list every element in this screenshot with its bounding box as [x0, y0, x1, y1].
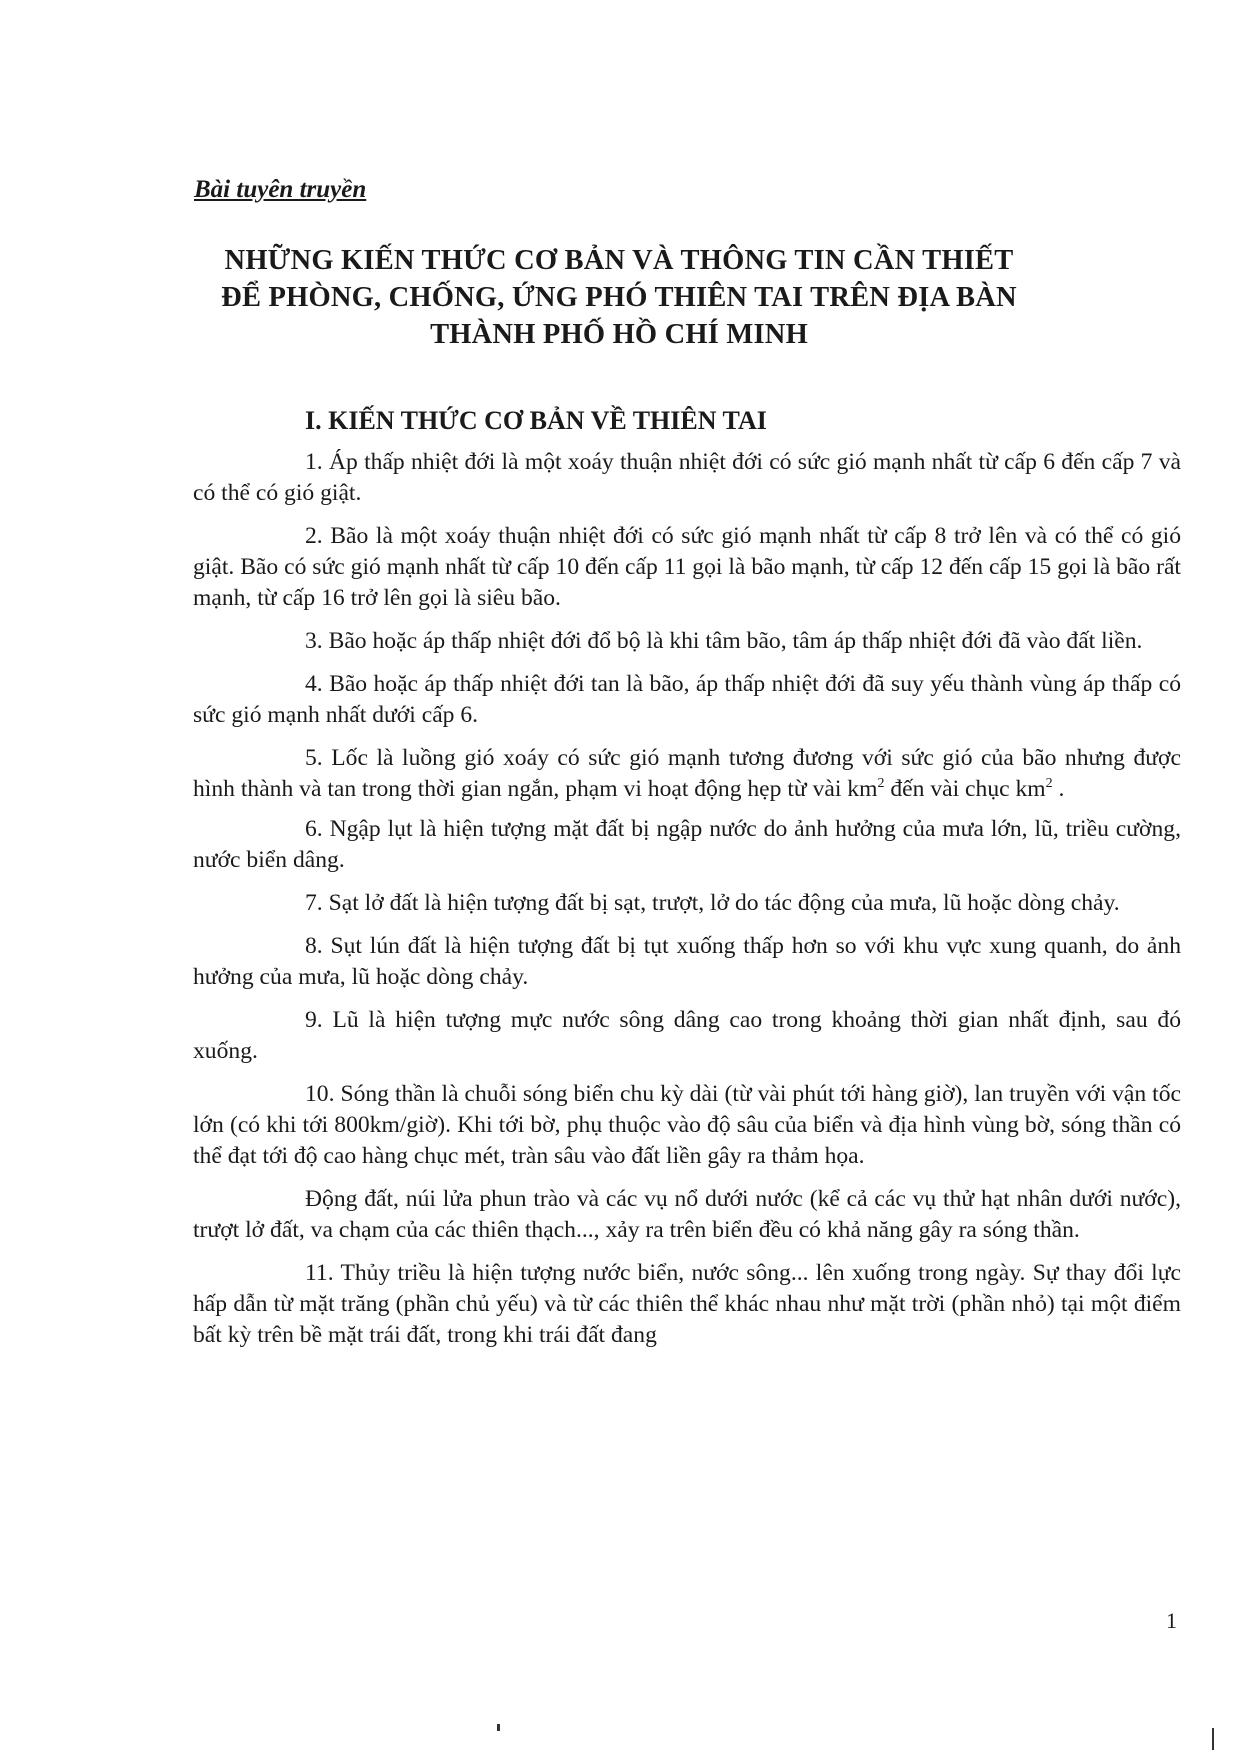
- title-line: THÀNH PHỐ HỒ CHÍ MINH: [430, 319, 808, 350]
- document-kicker: Bài tuyên truyền: [194, 176, 367, 203]
- paragraph-5-text: đến vài chục km: [884, 776, 1046, 802]
- paragraph-4: 4. Bão hoặc áp thấp nhiệt đới tan là bão, áp thấp nhiệt đới đã suy yếu thành vùng áp thấp có sức gió mạnh nhất dưới cấp 6.: [193, 671, 1181, 728]
- paragraph-9: 9. Lũ là hiện tượng mực nước sông dâng cao trong khoảng thời gian nhất định, sau đó xuống.: [193, 1007, 1181, 1064]
- paragraph-10b: Động đất, núi lửa phun trào và các vụ nổ dưới nước (kể cả các vụ thử hạt nhân dưới nước), trượt lở đất, va chạm của các thiên thạch..., xảy ra trên biển đều có khả năng gây ra sóng thần.: [193, 1186, 1181, 1243]
- document-body: [193, 447, 1181, 1363]
- section-heading: I. KIẾN THỨC CƠ BẢN VỀ THIÊN TAI: [305, 406, 767, 435]
- superscript: 2: [877, 776, 885, 792]
- paragraph-11: 11. Thủy triều là hiện tượng nước biển, nước sông... lên xuống trong ngày. Sự thay đổi lực hấp dẫn từ mặt trăng (phần chủ yếu) và từ các thiên thể khác nhau như mặt trời (phần nhỏ) tại một điểm bất kỳ trên bề mặt trái đất, trong khi trái đất đang: [193, 1260, 1181, 1348]
- paragraph-7: 7. Sạt lở đất là hiện tượng đất bị sạt, trượt, lở do tác động của mưa, lũ hoặc dòng chảy.: [305, 890, 1120, 916]
- paragraph-2: 2. Bão là một xoáy thuận nhiệt đới có sức gió mạnh nhất từ cấp 8 trở lên và có thể có gió giật. Bão có sức gió mạnh nhất từ cấp 10 đến cấp 11 gọi là bão mạnh, từ cấp 12 đến cấp 15 gọi là bão rất mạnh, từ cấp 16 trở lên gọi là siêu bão.: [193, 523, 1181, 611]
- title-line: NHỮNG KIẾN THỨC CƠ BẢN VÀ THÔNG TIN CẦN THIẾT: [224, 245, 1014, 276]
- paragraph-3: 3. Bão hoặc áp thấp nhiệt đới đổ bộ là khi tâm bão, tâm áp thấp nhiệt đới đã vào đất liền.: [305, 628, 1143, 654]
- paragraph-8: 8. Sụt lún đất là hiện tượng đất bị tụt xuống thấp hơn so với khu vực xung quanh, do ảnh hưởng của mưa, lũ hoặc dòng chảy.: [193, 933, 1181, 990]
- document-title: [160, 242, 1078, 353]
- paragraph-5-text: .: [1052, 776, 1065, 802]
- paragraph-5: [193, 743, 1181, 805]
- scan-edge-mark: [1212, 1728, 1214, 1750]
- scan-speck: [497, 1724, 500, 1731]
- paragraph-10: 10. Sóng thần là chuỗi sóng biển chu kỳ dài (từ vài phút tới hàng giờ), lan truyền với vận tốc lớn (có khi tới 800km/giờ). Khi tới bờ, phụ thuộc vào độ sâu của biển và địa hình vùng bờ, sóng thần có thể đạt tới độ cao hàng chục mét, tràn sâu vào đất liền gây ra thảm họa.: [193, 1081, 1181, 1169]
- superscript: 2: [1045, 776, 1053, 792]
- paragraph-5-text: 5. Lốc là luồng gió xoáy có sức gió mạnh tương đương với sức gió của bão nhưng được hình thành và tan trong thời gian ngắn, phạm vi hoạt động hẹp từ vài km: [193, 745, 1181, 802]
- paragraph-6: 6. Ngập lụt là hiện tượng mặt đất bị ngập nước do ảnh hưởng của mưa lớn, lũ, triều cường, nước biển dâng.: [193, 816, 1181, 873]
- page-number: 1: [1166, 1608, 1177, 1633]
- paragraph-1: 1. Áp thấp nhiệt đới là một xoáy thuận nhiệt đới có sức gió mạnh nhất từ cấp 6 đến cấp 7 và có thể có gió giật.: [193, 449, 1181, 506]
- title-line: ĐỂ PHÒNG, CHỐNG, ỨNG PHÓ THIÊN TAI TRÊN ĐỊA BÀN: [221, 282, 1017, 313]
